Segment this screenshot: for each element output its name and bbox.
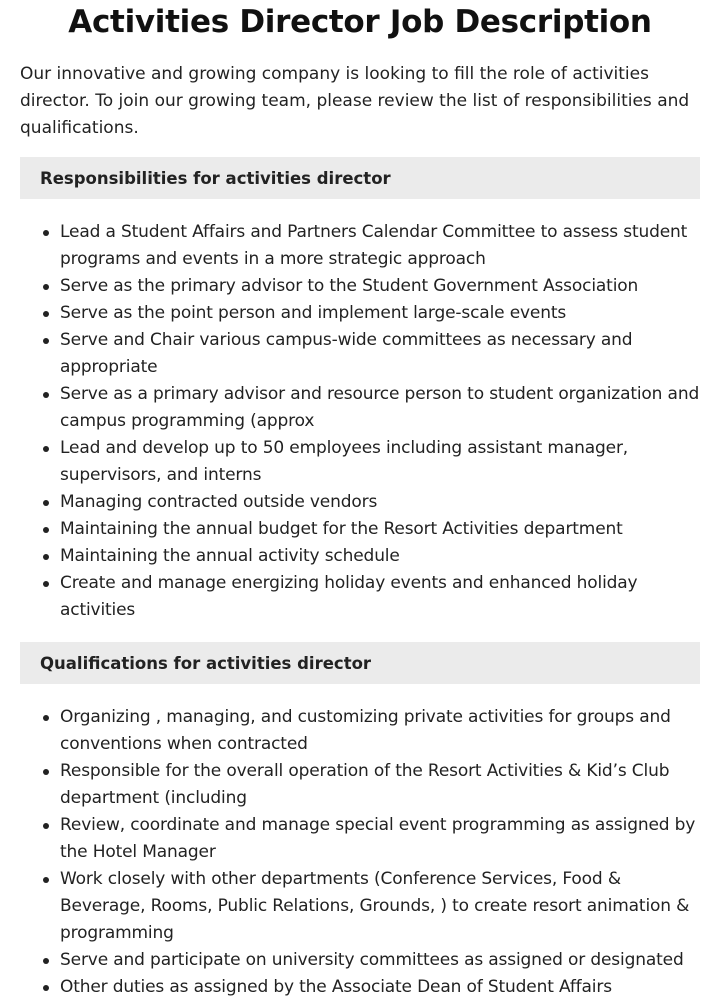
list-item: Serve as the primary advisor to the Student Government Association bbox=[60, 273, 700, 300]
list-item: Work closely with other departments (Conference Services, Food & Beverage, Rooms, Public Relations, Grounds, ) to create resort animation & programming bbox=[60, 866, 700, 947]
list-item: Maintaining the annual activity schedule bbox=[60, 543, 700, 570]
list-item: Maintaining the annual budget for the Resort Activities department bbox=[60, 516, 700, 543]
list-item: Lead and develop up to 50 employees including assistant manager, supervisors, and interns bbox=[60, 435, 700, 489]
page-title: Activities Director Job Description bbox=[68, 4, 652, 40]
responsibilities-list bbox=[20, 219, 700, 624]
list-item: Organizing , managing, and customizing private activities for groups and conventions when contracted bbox=[60, 704, 700, 758]
list-item: Responsible for the overall operation of the Resort Activities & Kid’s Club department (including bbox=[60, 758, 700, 812]
list-item: Create and manage energizing holiday events and enhanced holiday activities bbox=[60, 570, 700, 624]
list-item: Serve as the point person and implement large-scale events bbox=[60, 300, 700, 327]
intro-paragraph: Our innovative and growing company is looking to fill the role of activities director. To join our growing team, please review the list of responsibilities and qualifications. bbox=[20, 64, 690, 138]
list-item: Other duties as assigned by the Associate Dean of Student Affairs bbox=[60, 974, 700, 1001]
list-item: Lead a Student Affairs and Partners Calendar Committee to assess student programs and events in a more strategic approach bbox=[60, 219, 700, 273]
list-item: Review, coordinate and manage special event programming as assigned by the Hotel Manager bbox=[60, 812, 700, 866]
responsibilities-heading-label: Responsibilities for activities director bbox=[40, 168, 391, 188]
list-item: Serve as a primary advisor and resource person to student organization and campus programming (approx bbox=[60, 381, 700, 435]
qualifications-heading bbox=[20, 642, 700, 684]
list-item: Managing contracted outside vendors bbox=[60, 489, 700, 516]
responsibilities-heading bbox=[20, 157, 700, 199]
qualifications-heading-label: Qualifications for activities director bbox=[40, 653, 372, 673]
list-item: Serve and participate on university committees as assigned or designated bbox=[60, 947, 700, 974]
list-item: Serve and Chair various campus-wide committees as necessary and appropriate bbox=[60, 327, 700, 381]
qualifications-list bbox=[20, 704, 700, 1001]
